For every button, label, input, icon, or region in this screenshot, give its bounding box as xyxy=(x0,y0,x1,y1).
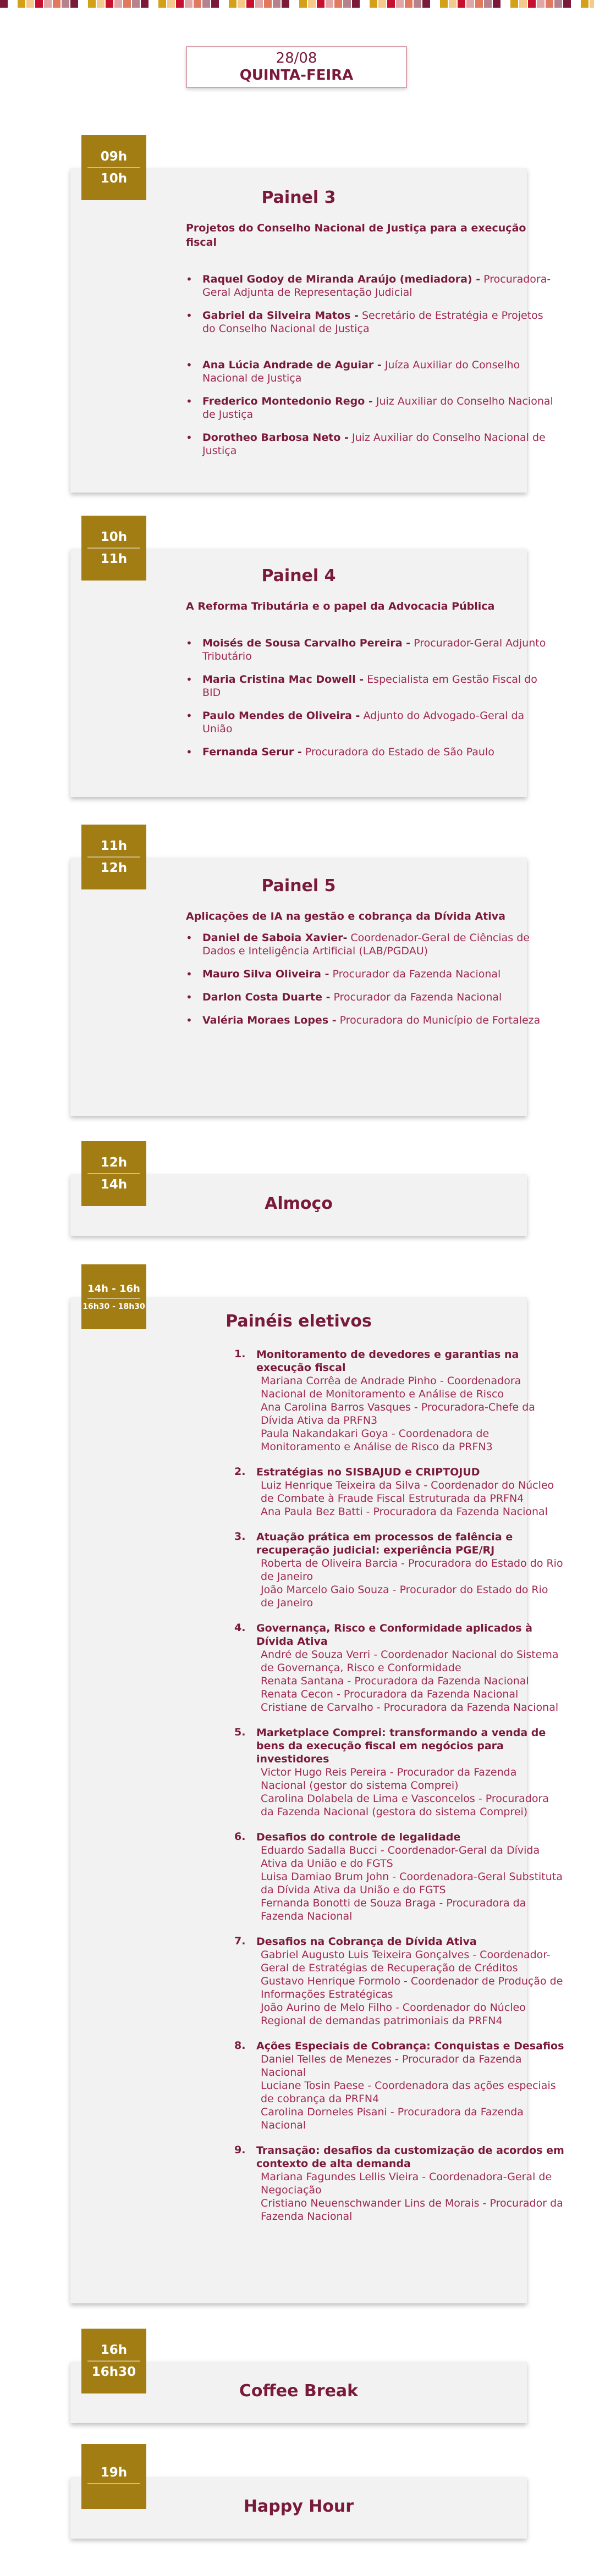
elective-item xyxy=(234,1466,564,1518)
mosaic-tile xyxy=(150,0,157,8)
elective-person: Fernanda Bonotti de Souza Braga - Procuradora da Fazenda Nacional xyxy=(261,1897,526,1922)
elective-person: Luiz Henrique Teixeira da Silva - Coordenador do Núcleo de Combate à Fraude Fiscal Estruturada da PRFN4 xyxy=(261,1479,554,1505)
mosaic-tile xyxy=(361,0,369,8)
speaker-name: Gabriel da Silveira Matos - xyxy=(202,309,359,322)
mosaic-tile xyxy=(114,0,122,8)
elective-person: Cristiano Neuenschwander Lins de Morais - Procurador da Fazenda Nacional xyxy=(261,2197,563,2223)
speaker-item xyxy=(202,395,554,421)
mosaic-tile xyxy=(326,0,333,8)
elective-person: Renata Cecon - Procuradora da Fazenda Nacional xyxy=(261,1688,519,1700)
elective-item xyxy=(234,1831,564,1923)
mosaic-tile xyxy=(26,0,34,8)
panel-title: Painel 4 xyxy=(261,566,336,585)
header-mosaic-decoration xyxy=(0,0,594,9)
mosaic-tile xyxy=(299,0,307,8)
speaker-item xyxy=(202,745,554,759)
session-card-painel-5 xyxy=(70,858,541,1116)
elective-item xyxy=(234,1622,564,1714)
time-badge xyxy=(81,516,146,581)
elective-number: 2. xyxy=(234,1466,246,1478)
time-badge xyxy=(81,2329,146,2393)
elective-item xyxy=(234,1726,564,1818)
speaker-role: Secretário de Estratégia e Projetos do Conselho Nacional de Justiça xyxy=(202,309,543,335)
speaker-role: Procurador da Fazenda Nacional xyxy=(329,968,501,980)
speaker-name: Raquel Godoy de Miranda Araújo (mediadora) - xyxy=(202,273,481,285)
mosaic-tile xyxy=(44,0,52,8)
mosaic-tile xyxy=(475,0,483,8)
elective-person: Gabriel Augusto Luis Teixeira Gonçalves - Coordenador-Geral de Estratégias de Recuperação de Créditos xyxy=(261,1949,551,1974)
mosaic-tile xyxy=(79,0,87,8)
speaker-name: Paulo Mendes de Oliveira - xyxy=(202,710,360,722)
time-badge xyxy=(81,1141,146,1206)
speaker-role: Procurador-Geral Adjunto Tributário xyxy=(202,637,546,662)
speaker-role: Procuradora do Estado de São Paulo xyxy=(301,746,494,758)
elective-number: 4. xyxy=(234,1622,246,1634)
time-divider xyxy=(87,856,140,858)
time-start: 12h xyxy=(100,1156,128,1170)
time-divider xyxy=(87,2361,140,2362)
speaker-item xyxy=(202,309,554,335)
elective-item xyxy=(234,1530,564,1610)
elective-number: 7. xyxy=(234,1935,246,1947)
time-start: 10h xyxy=(100,530,128,544)
elective-person: João Aurino de Melo Filho - Coordenador do Núcleo Regional de demandas patrimoniais da PRFN4 xyxy=(261,2002,526,2027)
elective-number: 9. xyxy=(234,2144,246,2156)
mosaic-tile xyxy=(449,0,457,8)
mosaic-tile xyxy=(158,0,166,8)
elective-person: Luciane Tosin Paese - Coordenadora das ações especiais de cobrança da PRFN4 xyxy=(261,2080,556,2105)
elective-person: Gustavo Henrique Formolo - Coordenador de Produção de Informações Estratégicas xyxy=(261,1975,563,2000)
time-divider xyxy=(87,1173,140,1174)
speaker-name: Valéria Moraes Lopes - xyxy=(202,1014,337,1026)
mosaic-tile xyxy=(220,0,228,8)
time-badge xyxy=(81,825,146,889)
mosaic-tile xyxy=(106,0,113,8)
electives-title: Painéis eletivos xyxy=(226,1312,372,1331)
elective-title: Governança, Risco e Conformidade aplicados à Dívida Ativa xyxy=(256,1622,532,1648)
elective-title: Estratégias no SISBAJUD e CRIPTOJUD xyxy=(256,1466,480,1478)
mosaic-tile xyxy=(352,0,360,8)
speaker-item xyxy=(202,273,554,299)
elective-title: Transação: desafios da customização de acordos em contexto de alta demanda xyxy=(256,2144,564,2170)
happy-hour-title: Happy Hour xyxy=(243,2497,354,2516)
mosaic-tile xyxy=(466,0,474,8)
time-end: 12h xyxy=(100,861,128,875)
mosaic-tile xyxy=(246,0,254,8)
panel-subtitle: Projetos do Conselho Nacional de Justiça para a execução fiscal xyxy=(186,222,526,248)
time-end: 16h30 - 18h30 xyxy=(82,1302,145,1311)
elective-item xyxy=(234,1935,564,2027)
speaker-list xyxy=(202,931,554,1027)
speaker-name: Maria Cristina Mac Dowell - xyxy=(202,673,364,686)
mosaic-tile xyxy=(88,0,96,8)
day-date: 28/08 xyxy=(276,49,317,67)
time-badge xyxy=(81,2444,146,2509)
speaker-name: Daniel de Saboia Xavier- xyxy=(202,932,348,944)
speaker-role: Procurador da Fazenda Nacional xyxy=(330,991,502,1003)
speaker-name: Moisés de Sousa Carvalho Pereira - xyxy=(202,637,411,649)
speaker-list xyxy=(202,273,554,457)
speaker-item xyxy=(202,991,554,1004)
mosaic-tile xyxy=(141,0,148,8)
mosaic-tile xyxy=(290,0,298,8)
mosaic-tile xyxy=(62,0,69,8)
time-badge xyxy=(81,1264,146,1329)
speaker-role: Juiz Auxiliar do Conselho Nacional de Justiça xyxy=(202,432,546,457)
lunch-title: Almoço xyxy=(265,1194,333,1213)
mosaic-tile xyxy=(167,0,175,8)
mosaic-tile xyxy=(229,0,237,8)
mosaic-tile xyxy=(317,0,324,8)
mosaic-tile xyxy=(502,0,509,8)
time-start: 11h xyxy=(100,839,128,853)
mosaic-tile xyxy=(18,0,25,8)
speaker-list xyxy=(202,637,554,759)
mosaic-tile xyxy=(202,0,210,8)
time-divider xyxy=(87,167,140,168)
mosaic-tile xyxy=(590,0,594,8)
time-start: 14h - 16h xyxy=(87,1283,140,1295)
speaker-role: Procuradora-Geral Adjunta de Representação Judicial xyxy=(202,273,551,298)
elective-person: Victor Hugo Reis Pereira - Procurador da Fazenda Nacional (gestor do sistema Comprei) xyxy=(261,1766,517,1792)
elective-person: André de Souza Verri - Coordenador Nacional do Sistema de Governança, Risco e Conformidade xyxy=(261,1649,559,1674)
mosaic-tile xyxy=(493,0,501,8)
elective-person: Paula Nakandakari Goya - Coordenadora de Monitoramento e Análise de Risco da PRFN3 xyxy=(261,1428,493,1453)
mosaic-tile xyxy=(176,0,184,8)
speaker-name: Frederico Montedonio Rego - xyxy=(202,395,373,407)
mosaic-tile xyxy=(458,0,465,8)
time-start: 19h xyxy=(100,2466,128,2480)
elective-person: Carolina Dorneles Pisani - Procuradora da Fazenda Nacional xyxy=(261,2106,524,2131)
speaker-name: Ana Lúcia Andrade de Aguiar - xyxy=(202,359,382,371)
mosaic-tile xyxy=(273,0,280,8)
mosaic-tile xyxy=(70,0,78,8)
session-card-painel-3 xyxy=(70,168,553,493)
mosaic-tile xyxy=(211,0,219,8)
speaker-name: Darlon Costa Duarte - xyxy=(202,991,331,1003)
elective-item xyxy=(234,2039,564,2132)
speaker-item xyxy=(202,931,554,958)
day-weekday: QUINTA-FEIRA xyxy=(239,67,354,84)
elective-person: Carolina Dolabela de Lima e Vasconcelos - Procuradora da Fazenda Nacional (gestora do sistema Comprei) xyxy=(261,1793,549,1818)
speaker-item xyxy=(202,709,554,736)
mosaic-tile xyxy=(537,0,544,8)
speaker-name: Fernanda Serur - xyxy=(202,746,302,758)
mosaic-tile xyxy=(343,0,351,8)
elective-person: Renata Santana - Procuradora da Fazenda Nacional xyxy=(261,1675,529,1687)
time-start: 16h xyxy=(100,2343,128,2357)
time-divider xyxy=(87,1298,140,1299)
panel-title: Painel 5 xyxy=(261,876,336,895)
session-card-painel-4 xyxy=(70,549,546,797)
mosaic-tile xyxy=(264,0,272,8)
mosaic-tile xyxy=(238,0,245,8)
time-end: 16h30 xyxy=(91,2365,136,2379)
mosaic-tile xyxy=(282,0,289,8)
mosaic-tile xyxy=(414,0,421,8)
panel-title: Painel 3 xyxy=(261,188,336,207)
elective-person: Eduardo Sadalla Bucci - Coordenador-Geral da Dívida Ativa da União e do FGTS xyxy=(261,1844,540,1870)
elective-person: Daniel Telles de Menezes - Procurador da Fazenda Nacional xyxy=(261,2053,522,2079)
mosaic-tile xyxy=(484,0,492,8)
mosaic-tile xyxy=(572,0,580,8)
day-header xyxy=(186,46,407,88)
speaker-item xyxy=(202,673,554,699)
mosaic-tile xyxy=(132,0,140,8)
mosaic-tile xyxy=(334,0,342,8)
mosaic-tile xyxy=(510,0,518,8)
elective-number: 6. xyxy=(234,1831,246,1843)
elective-title: Marketplace Comprei: transformando a venda de bens da execução fiscal em negócios para investidores xyxy=(256,1727,546,1765)
speaker-name: Mauro Silva Oliveira - xyxy=(202,968,329,980)
elective-title: Desafios do controle de legalidade xyxy=(256,1831,461,1843)
mosaic-tile xyxy=(35,0,43,8)
speaker-role: Especialista em Gestão Fiscal do BID xyxy=(202,673,537,699)
time-end: 10h xyxy=(100,172,128,186)
elective-title: Desafios na Cobrança de Dívida Ativa xyxy=(256,1936,477,1948)
speaker-name: Dorotheo Barbosa Neto - xyxy=(202,432,349,444)
mosaic-tile xyxy=(431,0,439,8)
mosaic-tile xyxy=(9,0,16,8)
elective-number: 8. xyxy=(234,2039,246,2052)
elective-person: Mariana Corrêa de Andrade Pinho - Coordenadora Nacional de Monitoramento e Análise de Risco xyxy=(261,1375,521,1400)
elective-title: Monitoramento de devedores e garantias na execução fiscal xyxy=(256,1348,519,1374)
elective-item xyxy=(234,1348,564,1453)
elective-person: Cristiane de Carvalho - Procuradora da Fazenda Nacional xyxy=(261,1701,559,1713)
time-badge xyxy=(81,135,146,200)
speaker-role: Coordenador-Geral de Ciências de Dados e Inteligência Artificial (LAB/PGDAU) xyxy=(202,932,530,957)
mosaic-tile xyxy=(378,0,386,8)
mosaic-tile xyxy=(422,0,430,8)
speaker-item xyxy=(202,637,554,663)
speaker-role: Juíza Auxiliar do Conselho Nacional de Justiça xyxy=(202,359,520,384)
mosaic-tile xyxy=(255,0,263,8)
electives-list xyxy=(234,1348,564,2235)
time-divider xyxy=(87,2483,140,2484)
elective-item xyxy=(234,2144,564,2223)
speaker-item xyxy=(202,358,554,385)
mosaic-tile xyxy=(308,0,316,8)
mosaic-tile xyxy=(185,0,193,8)
mosaic-tile xyxy=(0,0,8,8)
mosaic-tile xyxy=(546,0,553,8)
mosaic-tile xyxy=(554,0,562,8)
time-end: 11h xyxy=(100,552,128,566)
mosaic-tile xyxy=(97,0,105,8)
mosaic-tile xyxy=(528,0,536,8)
mosaic-tile xyxy=(123,0,131,8)
electives-card xyxy=(70,1297,564,2303)
mosaic-tile xyxy=(396,0,404,8)
elective-person: João Marcelo Gaio Souza - Procurador do Estado do Rio de Janeiro xyxy=(261,1584,548,1609)
speaker-item xyxy=(202,968,554,981)
time-divider xyxy=(87,548,140,549)
coffee-break-title: Coffee Break xyxy=(239,2381,359,2401)
mosaic-tile xyxy=(519,0,527,8)
elective-person: Ana Carolina Barros Vasques - Procuradora-Chefe da Dívida Ativa da PRFN3 xyxy=(261,1401,535,1427)
elective-title: Ações Especiais de Cobrança: Conquistas e Desafios xyxy=(256,2040,564,2052)
elective-person: Roberta de Oliveira Barcia - Procuradora do Estado do Rio de Janeiro xyxy=(261,1557,563,1583)
elective-number: 3. xyxy=(234,1530,246,1543)
elective-person: Mariana Fagundes Lellis Vieira - Coordenadora-Geral de Negociação xyxy=(261,2171,552,2196)
time-end: 14h xyxy=(100,1178,128,1192)
mosaic-tile xyxy=(387,0,395,8)
mosaic-tile xyxy=(563,0,571,8)
elective-number: 5. xyxy=(234,1726,246,1738)
panel-subtitle: A Reforma Tributária e o papel da Advocacia Pública xyxy=(186,600,495,612)
speaker-role: Adjunto do Advogado-Geral da União xyxy=(202,710,525,735)
speaker-role: Juiz Auxiliar do Conselho Nacional de Justiça xyxy=(202,395,553,421)
speaker-item xyxy=(202,431,554,457)
speaker-item xyxy=(202,1014,554,1027)
mosaic-tile xyxy=(405,0,413,8)
elective-title: Atuação prática em processos de falência e recuperação judicial: experiência PGE/RJ xyxy=(256,1531,513,1556)
speaker-role: Procuradora do Município de Fortaleza xyxy=(336,1014,541,1026)
panel-subtitle: Aplicações de IA na gestão e cobrança da Dívida Ativa xyxy=(186,910,505,922)
mosaic-tile xyxy=(370,0,377,8)
mosaic-tile xyxy=(194,0,201,8)
elective-person: Ana Paula Bez Batti - Procuradora da Fazenda Nacional xyxy=(261,1506,548,1518)
mosaic-tile xyxy=(440,0,448,8)
time-start: 09h xyxy=(100,150,128,164)
elective-person: Luisa Damiao Brum John - Coordenadora-Geral Substituta da Dívida Ativa da União e do FGTS xyxy=(261,1871,563,1896)
elective-number: 1. xyxy=(234,1348,246,1360)
mosaic-tile xyxy=(53,0,61,8)
mosaic-tile xyxy=(581,0,588,8)
